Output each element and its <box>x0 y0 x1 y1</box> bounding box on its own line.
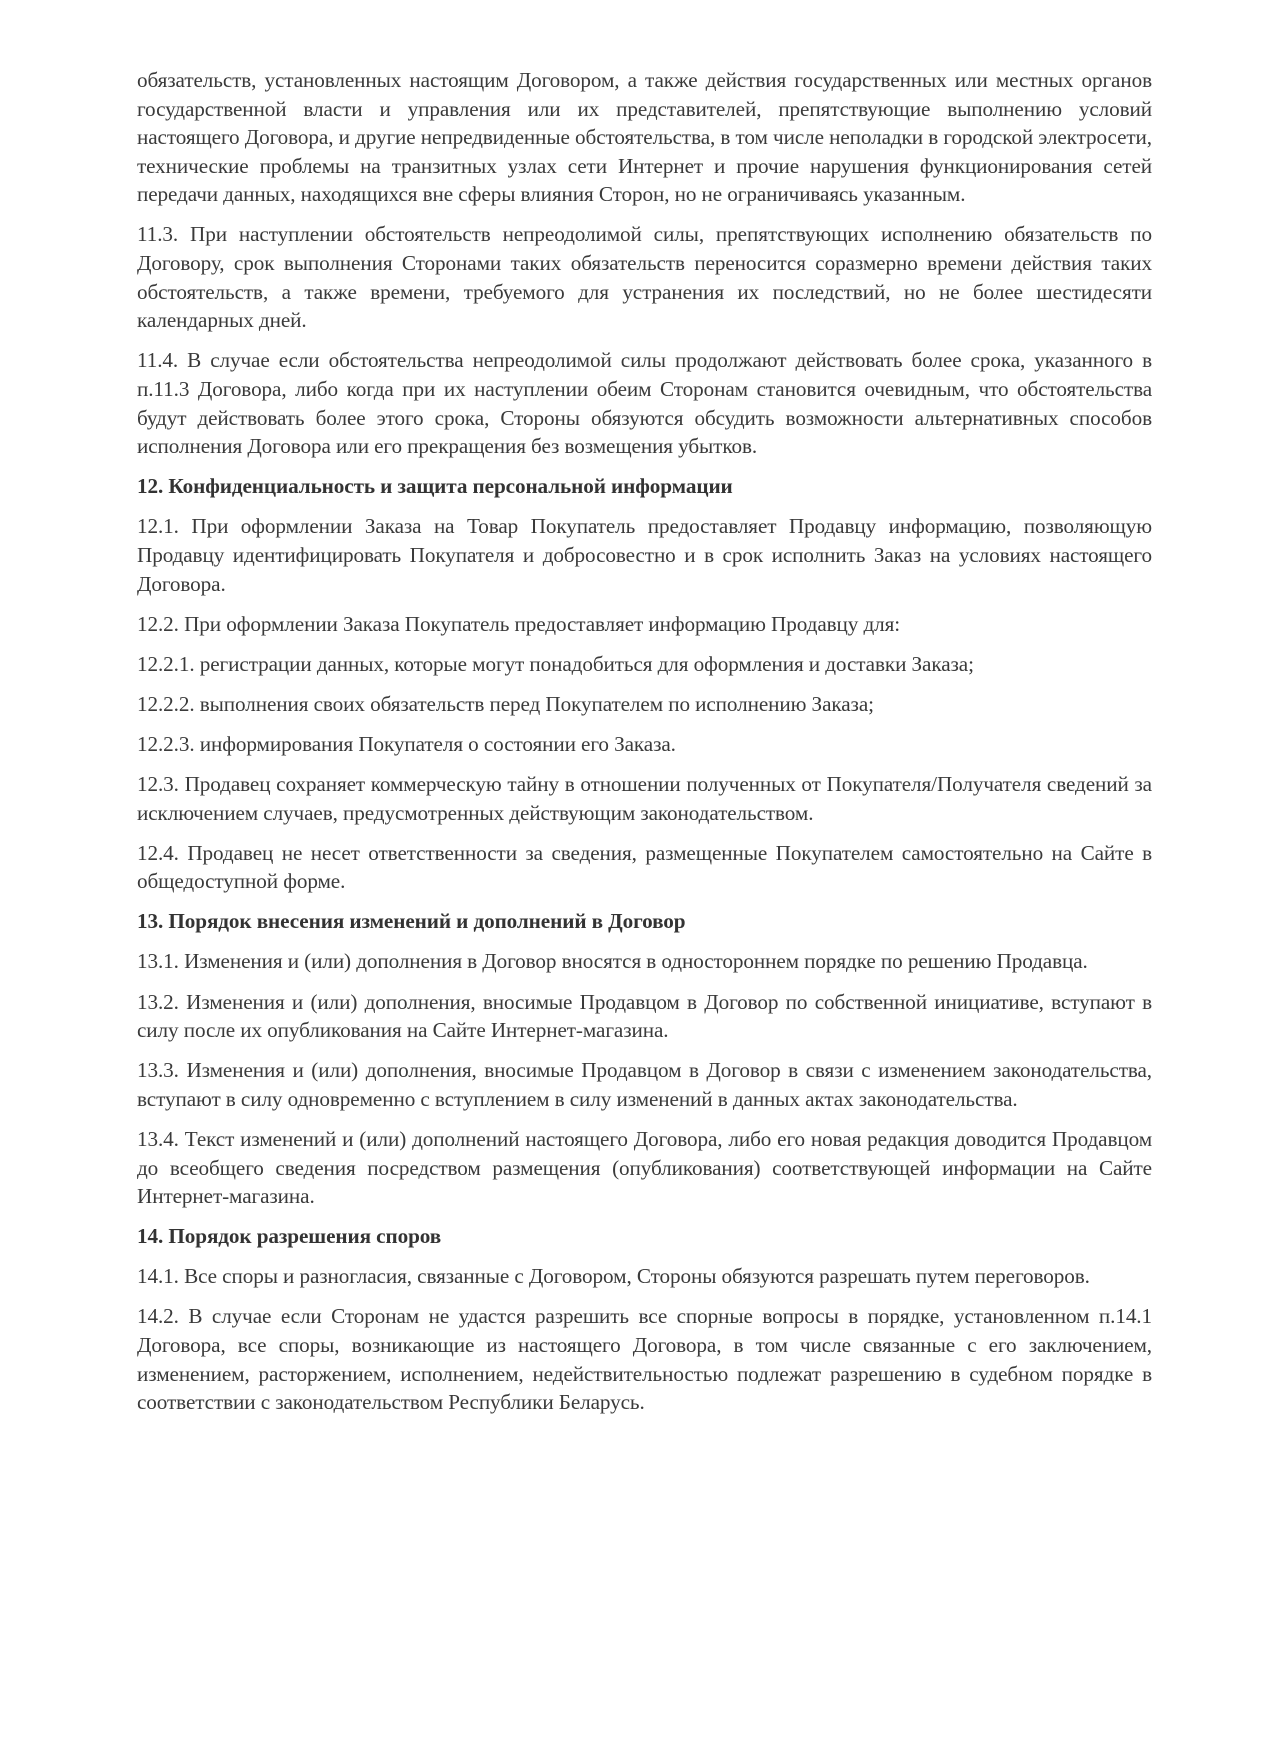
section-heading-12: 12. Конфиденциальность и защита персональной информации <box>137 474 733 499</box>
paragraph-12-3: 12.3. Продавец сохраняет коммерческую тайну в отношении полученных от Покупателя/Получателя сведений за исключением случаев, предусмотренных действующим законодательством. <box>137 771 1152 825</box>
paragraph-force-majeure-continuation: обязательств, установленных настоящим Договором, а также действия государственных или местных органов государственной власти и управления или их представителей, препятствующие выполнению условий настоящего Договора, и другие непредвиденные обстоятельства, в том числе неполадки в городской электросети, технические проблемы на транзитных узлах сети Интернет и прочие нарушения функционирования сетей передачи данных, находящихся вне сферы влияния Сторон, но не ограничиваясь указанным. <box>137 68 1152 207</box>
paragraph-12-2: 12.2. При оформлении Заказа Покупатель предоставляет информацию Продавцу для: <box>137 611 901 636</box>
paragraph-13-4: 13.4. Текст изменений и (или) дополнений настоящего Договора, либо его новая редакция доводится Продавцом до всеобщего сведения посредством размещения (опубликования) соответствующей информации на Сайте Интернет-магазина. <box>137 1126 1152 1209</box>
paragraph-11-3: 11.3. При наступлении обстоятельств непреодолимой силы, препятствующих исполнению обязательств по Договору, срок выполнения Сторонами таких обязательств переносится соразмерно времени действия таких обстоятельств, а также времени, требуемого для устранения их последствий, но не более шестидесяти календарных дней. <box>137 222 1152 333</box>
section-heading-14: 14. Порядок разрешения споров <box>137 1224 442 1249</box>
section-heading-13: 13. Порядок внесения изменений и дополнений в Договор <box>137 909 686 934</box>
paragraph-13-3: 13.3. Изменения и (или) дополнения, вносимые Продавцом в Договор в связи с изменением законодательства, вступают в силу одновременно с вступлением в силу изменений в данных актах законодательства. <box>137 1058 1152 1111</box>
paragraph-12-2-1: 12.2.1. регистрации данных, которые могут понадобиться для оформления и доставки Заказа; <box>137 651 974 676</box>
paragraph-12-2-2: 12.2.2. выполнения своих обязательств перед Покупателем по исполнению Заказа; <box>137 691 874 716</box>
paragraph-14-1: 14.1. Все споры и разногласия, связанные с Договором, Стороны обязуются разрешать путем переговоров. <box>137 1264 1090 1289</box>
paragraph-14-2: 14.2. В случае если Сторонам не удастся разрешить все спорные вопросы в порядке, установленном п.14.1 Договора, все споры, возникающие из настоящего Договора, в том числе связанные с его заключением, изменением, расторжением, исполнением, недействительностью подлежат разрешению в судебном порядке в соответствии с законодательством Республики Беларусь. <box>137 1304 1152 1415</box>
paragraph-12-1: 12.1. При оформлении Заказа на Товар Покупатель предоставляет Продавцу информацию, позволяющую Продавцу идентифицировать Покупателя и добросовестно и в срок исполнить Заказ на условиях настоящего Договора. <box>137 514 1152 596</box>
paragraph-13-2: 13.2. Изменения и (или) дополнения, вносимые Продавцом в Договор по собственной инициативе, вступают в силу после их опубликования на Сайте Интернет-магазина. <box>137 989 1152 1043</box>
paragraph-12-2-3: 12.2.3. информирования Покупателя о состоянии его Заказа. <box>137 731 676 756</box>
paragraph-13-1: 13.1. Изменения и (или) дополнения в Договор вносятся в одностороннем порядке по решению Продавца. <box>137 949 1088 974</box>
document-page <box>137 66 1152 1428</box>
paragraph-11-4: 11.4. В случае если обстоятельства непреодолимой силы продолжают действовать более срока, указанного в п.11.3 Договора, либо когда при их наступлении обеим Сторонам становится очевидным, что обстоятельства будут действовать более этого срока, Стороны обязуются обсудить возможности альтернативных способов исполнения Договора или его прекращения без возмещения убытков. <box>137 348 1152 459</box>
paragraph-12-4: 12.4. Продавец не несет ответственности за сведения, размещенные Покупателем самостоятельно на Сайте в общедоступной форме. <box>137 840 1152 894</box>
